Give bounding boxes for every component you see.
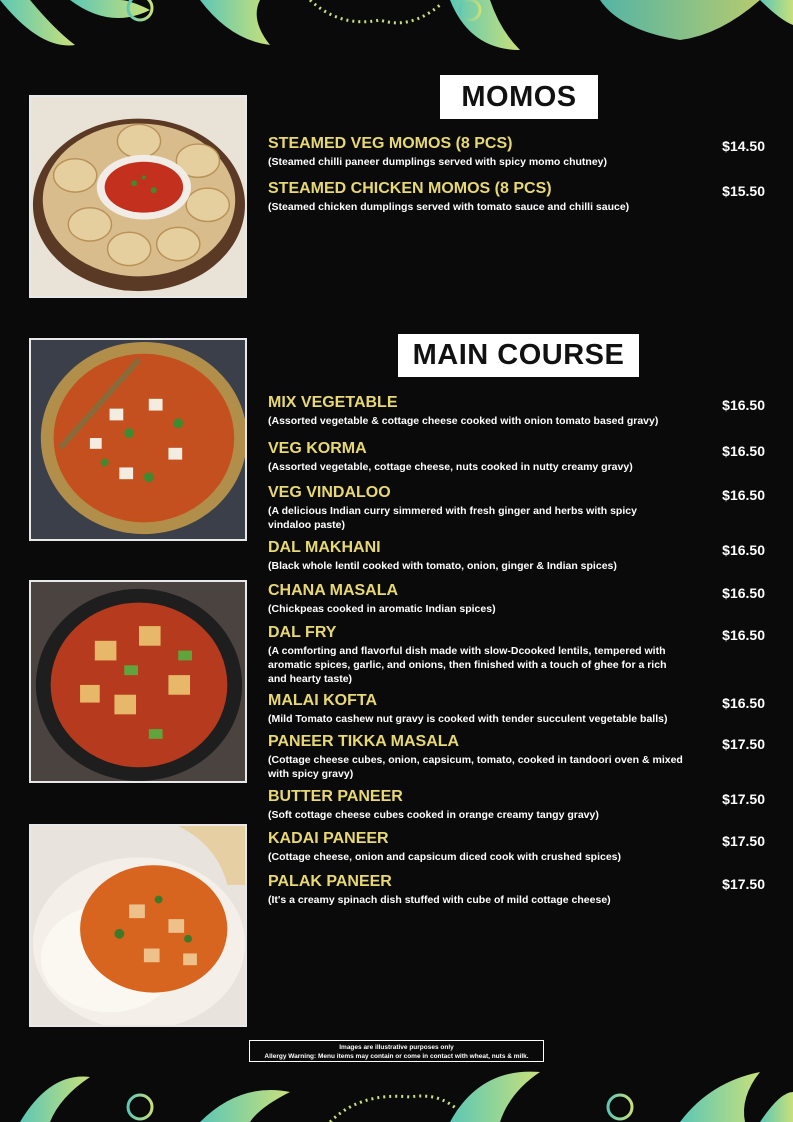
item-description: (A comforting and flavorful dish made with slow-Dcooked lentils, tempered with aromatic spices, garlic, and onions, then finished with a touch of ghee for a rich and hearty taste)	[268, 645, 667, 685]
item-description: (Steamed chicken dumplings served with tomato sauce and chilli sauce)	[268, 201, 630, 213]
menu-item	[268, 733, 768, 781]
momos-photo	[29, 95, 247, 298]
disclaimer-images-note: Images are illustrative purposes only	[339, 1044, 454, 1051]
item-name: BUTTER PANEER	[268, 788, 403, 805]
top-ornament	[0, 0, 793, 60]
item-name: VEG KORMA	[268, 440, 367, 457]
menu-item	[268, 539, 768, 573]
item-name: CHANA MASALA	[268, 582, 399, 599]
butter-paneer-photo	[29, 824, 247, 1027]
item-name: PALAK PANEER	[268, 873, 392, 890]
menu-item	[268, 788, 768, 822]
item-description: (Cottage cheese cubes, onion, capsicum, tomato, cooked in tandoori oven & mixed with spicy gravy)	[268, 754, 683, 780]
item-price: $16.50	[722, 487, 765, 503]
item-price: $17.50	[722, 833, 765, 849]
menu-item	[268, 440, 768, 474]
item-description: (A delicious Indian curry simmered with fresh ginger and herbs with spicy vindaloo paste)	[268, 505, 637, 531]
mix-vegetable-photo	[29, 338, 247, 541]
momos-section-title: MOMOS	[440, 75, 598, 119]
item-description: (Assorted vegetable, cottage cheese, nuts cooked in nutty creamy gravy)	[268, 461, 633, 473]
item-price: $17.50	[722, 876, 765, 892]
kadai-paneer-photo	[29, 580, 247, 783]
item-price: $17.50	[722, 791, 765, 807]
item-description: (Mild Tomato cashew nut gravy is cooked with tender succulent vegetable balls)	[268, 713, 668, 725]
menu-item	[268, 624, 768, 686]
disclaimer-box	[249, 1040, 544, 1062]
item-name: DAL MAKHANI	[268, 539, 381, 556]
item-price: $14.50	[722, 138, 765, 154]
item-price: $16.50	[722, 443, 765, 459]
menu-item	[268, 873, 768, 907]
item-description: (Assorted vegetable & cottage cheese cooked with onion tomato based gravy)	[268, 415, 659, 427]
item-price: $16.50	[722, 397, 765, 413]
item-price: $16.50	[722, 542, 765, 558]
menu-item	[268, 135, 768, 169]
item-description: (Steamed chilli paneer dumplings served with spicy momo chutney)	[268, 156, 607, 168]
bottom-ornament	[0, 1062, 793, 1122]
item-description: (Soft cottage cheese cubes cooked in orange creamy tangy gravy)	[268, 809, 599, 821]
item-name: MALAI KOFTA	[268, 692, 378, 709]
item-description: (Cottage cheese, onion and capsicum diced cook with crushed spices)	[268, 851, 622, 863]
menu-item	[268, 582, 768, 616]
menu-item	[268, 180, 768, 214]
item-name: STEAMED CHICKEN MOMOS (8 PCS)	[268, 180, 552, 197]
item-price: $16.50	[722, 585, 765, 601]
item-description: (Chickpeas cooked in aromatic Indian spices)	[268, 603, 496, 615]
menu-item	[268, 692, 768, 726]
menu-item	[268, 394, 768, 428]
item-price: $15.50	[722, 183, 765, 199]
item-name: KADAI PANEER	[268, 830, 389, 847]
main-course-section-title: MAIN COURSE	[398, 334, 639, 377]
item-price: $16.50	[722, 627, 765, 643]
allergy-warning: Allergy Warning: Menu items may contain or come in contact with wheat, nuts & milk.	[264, 1053, 529, 1060]
item-price: $16.50	[722, 695, 765, 711]
item-name: MIX VEGETABLE	[268, 394, 398, 411]
menu-item	[268, 830, 768, 864]
item-description: (Black whole lentil cooked with tomato, onion, ginger & Indian spices)	[268, 560, 617, 572]
item-price: $17.50	[722, 736, 765, 752]
menu-item	[268, 484, 768, 532]
item-name: DAL FRY	[268, 624, 337, 641]
item-description: (It's a creamy spinach dish stuffed with cube of mild cottage cheese)	[268, 894, 611, 906]
item-name: PANEER TIKKA MASALA	[268, 733, 460, 750]
item-name: VEG VINDALOO	[268, 484, 391, 501]
item-name: STEAMED VEG MOMOS (8 PCS)	[268, 135, 513, 152]
